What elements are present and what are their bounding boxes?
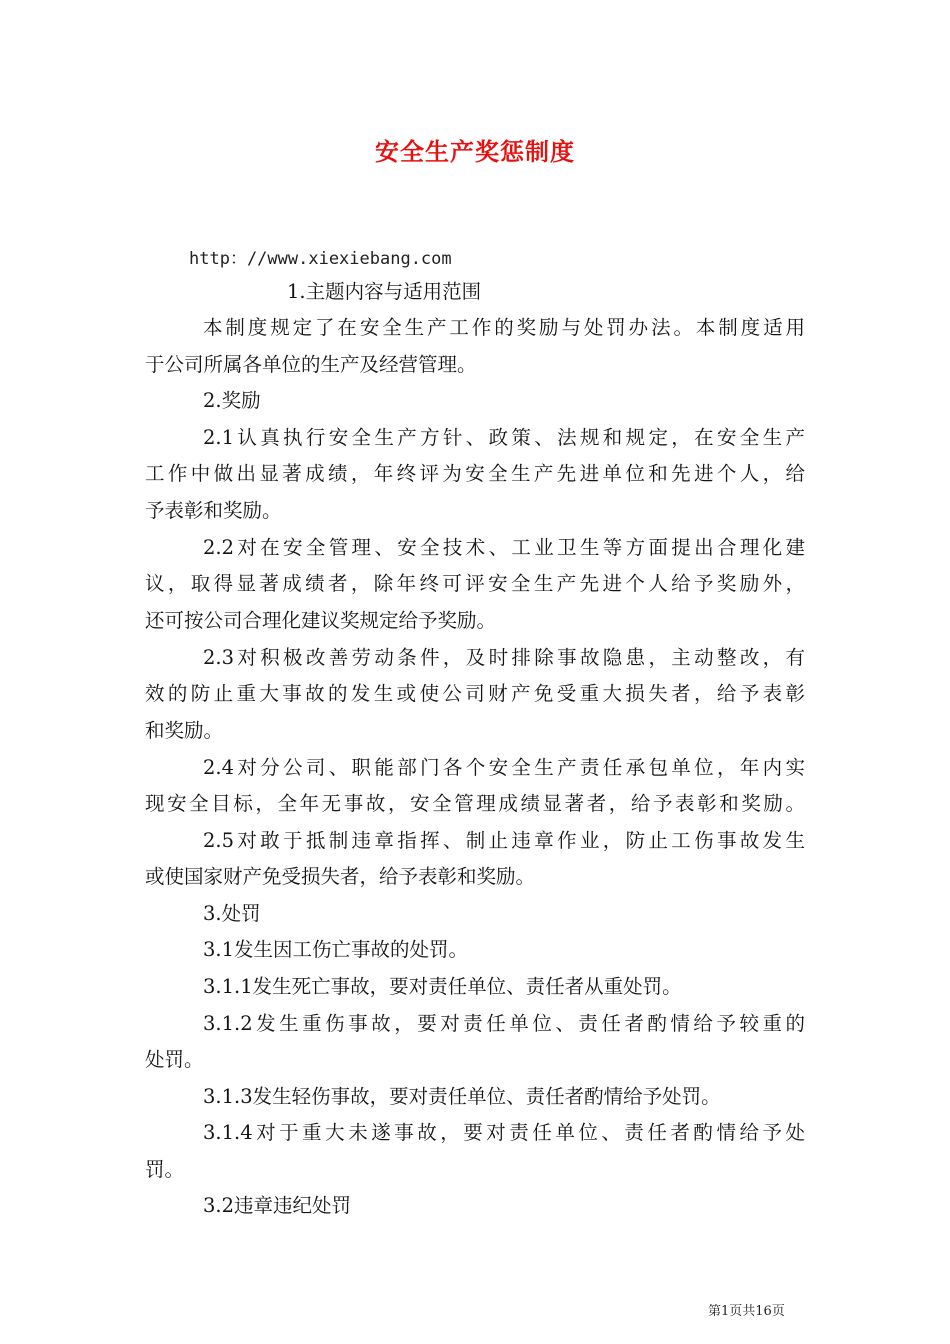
page-title: 安全生产奖惩制度 [375, 137, 575, 166]
paragraph-line: 2.5对敢于抵制违章指挥、制止违章作业，防止工伤事故发生 [203, 829, 805, 852]
paragraph-line: 和奖励。 [145, 719, 224, 742]
paragraph-line: 效的防止重大事故的发生或使公司财产免受重大损失者，给予表彰 [145, 682, 805, 705]
paragraph-line: 3.1发生因工伤亡事故的处罚。 [203, 938, 469, 961]
paragraph-line: 2.3对积极改善劳动条件，及时排除事故隐患，主动整改，有 [203, 646, 805, 669]
source-url: http：//www.xiexiebang.com [189, 249, 452, 269]
paragraph-line: 3.1.4对于重大未遂事故，要对责任单位、责任者酌情给予处 [203, 1121, 805, 1144]
page-number: 第1页共16页 [708, 1304, 785, 1319]
paragraph-line: 2.2对在安全管理、安全技术、工业卫生等方面提出合理化建 [203, 536, 805, 559]
paragraph-line: 议，取得显著成绩者，除年终可评安全生产先进个人给予奖励外， [145, 572, 805, 595]
paragraph-line: 本制度规定了在安全生产工作的奖励与处罚办法。本制度适用 [203, 316, 805, 339]
paragraph-line: 工作中做出显著成绩，年终评为安全生产先进单位和先进个人，给 [145, 462, 805, 485]
paragraph-line: 3.1.1发生死亡事故，要对责任单位、责任者从重处罚。 [203, 975, 682, 998]
section-heading: 3.处罚 [203, 902, 261, 925]
paragraph-line: 或使国家财产免受损失者，给予表彰和奖励。 [145, 865, 536, 888]
paragraph-line: 处罚。 [145, 1048, 204, 1071]
paragraph-line: 予表彰和奖励。 [145, 499, 282, 522]
paragraph-line: 还可按公司合理化建议奖规定给予奖励。 [145, 609, 497, 632]
paragraph-line: 2.1认真执行安全生产方针、政策、法规和规定，在安全生产 [203, 426, 805, 449]
paragraph-line: 于公司所属各单位的生产及经营管理。 [145, 353, 477, 376]
paragraph-line: 2.4对分公司、职能部门各个安全生产责任承包单位，年内实 [203, 756, 805, 779]
paragraph-line: 罚。 [145, 1158, 185, 1181]
paragraph-line: 现安全目标，全年无事故，安全管理成绩显著者，给予表彰和奖励。 [145, 792, 805, 815]
section-heading: 2.奖励 [203, 389, 261, 412]
section-heading: 1.主题内容与适用范围 [287, 280, 482, 303]
paragraph-line: 3.1.3发生轻伤事故，要对责任单位、责任者酌情给予处罚。 [203, 1085, 721, 1108]
section-heading: 3.2违章违纪处罚 [203, 1194, 352, 1217]
paragraph-line: 3.1.2发生重伤事故，要对责任单位、责任者酌情给予较重的 [203, 1012, 805, 1035]
